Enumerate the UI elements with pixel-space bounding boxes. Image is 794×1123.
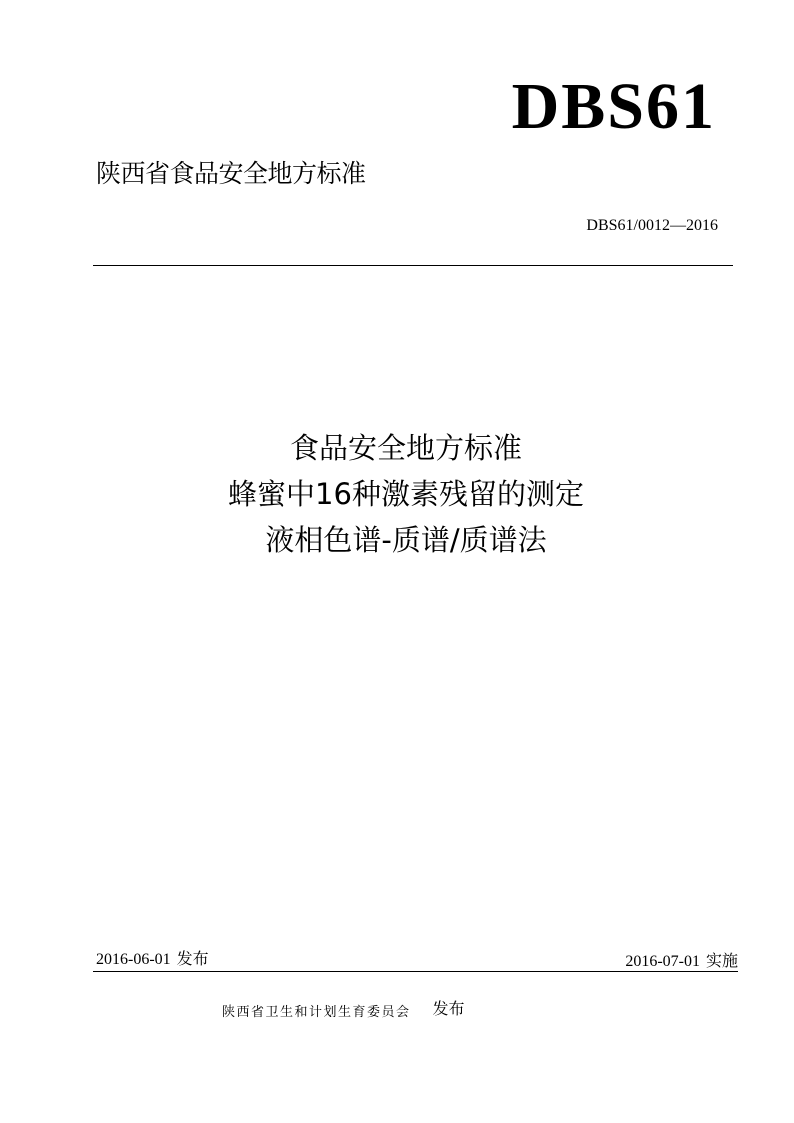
top-divider: [93, 265, 733, 266]
standard-category: 陕西省食品安全地方标准: [96, 159, 366, 188]
document-title: [97, 425, 715, 563]
title-line-2: 蜂蜜中16种激素残留的测定: [228, 477, 584, 511]
title-line-1: 食品安全地方标准: [289, 431, 522, 465]
bottom-divider: [93, 971, 738, 972]
publish-date-block: [96, 948, 209, 971]
issuer-name: 陕西省卫生和计划生育委员会: [222, 1005, 411, 1020]
standard-code-heading: DBS61: [511, 70, 716, 143]
title-line-3: 液相色谱-质谱/质谱法: [265, 523, 547, 557]
publish-label: 发布: [176, 949, 209, 968]
effective-date: 2016-07-01: [625, 953, 700, 970]
effective-label: 实施: [705, 951, 738, 970]
effective-date-block: [625, 950, 738, 973]
issuer-block: [222, 1000, 465, 1024]
issuer-action: 发布: [432, 999, 465, 1018]
publish-date: 2016-06-01: [96, 951, 171, 968]
standard-number: DBS61/0012—2016: [586, 217, 718, 234]
